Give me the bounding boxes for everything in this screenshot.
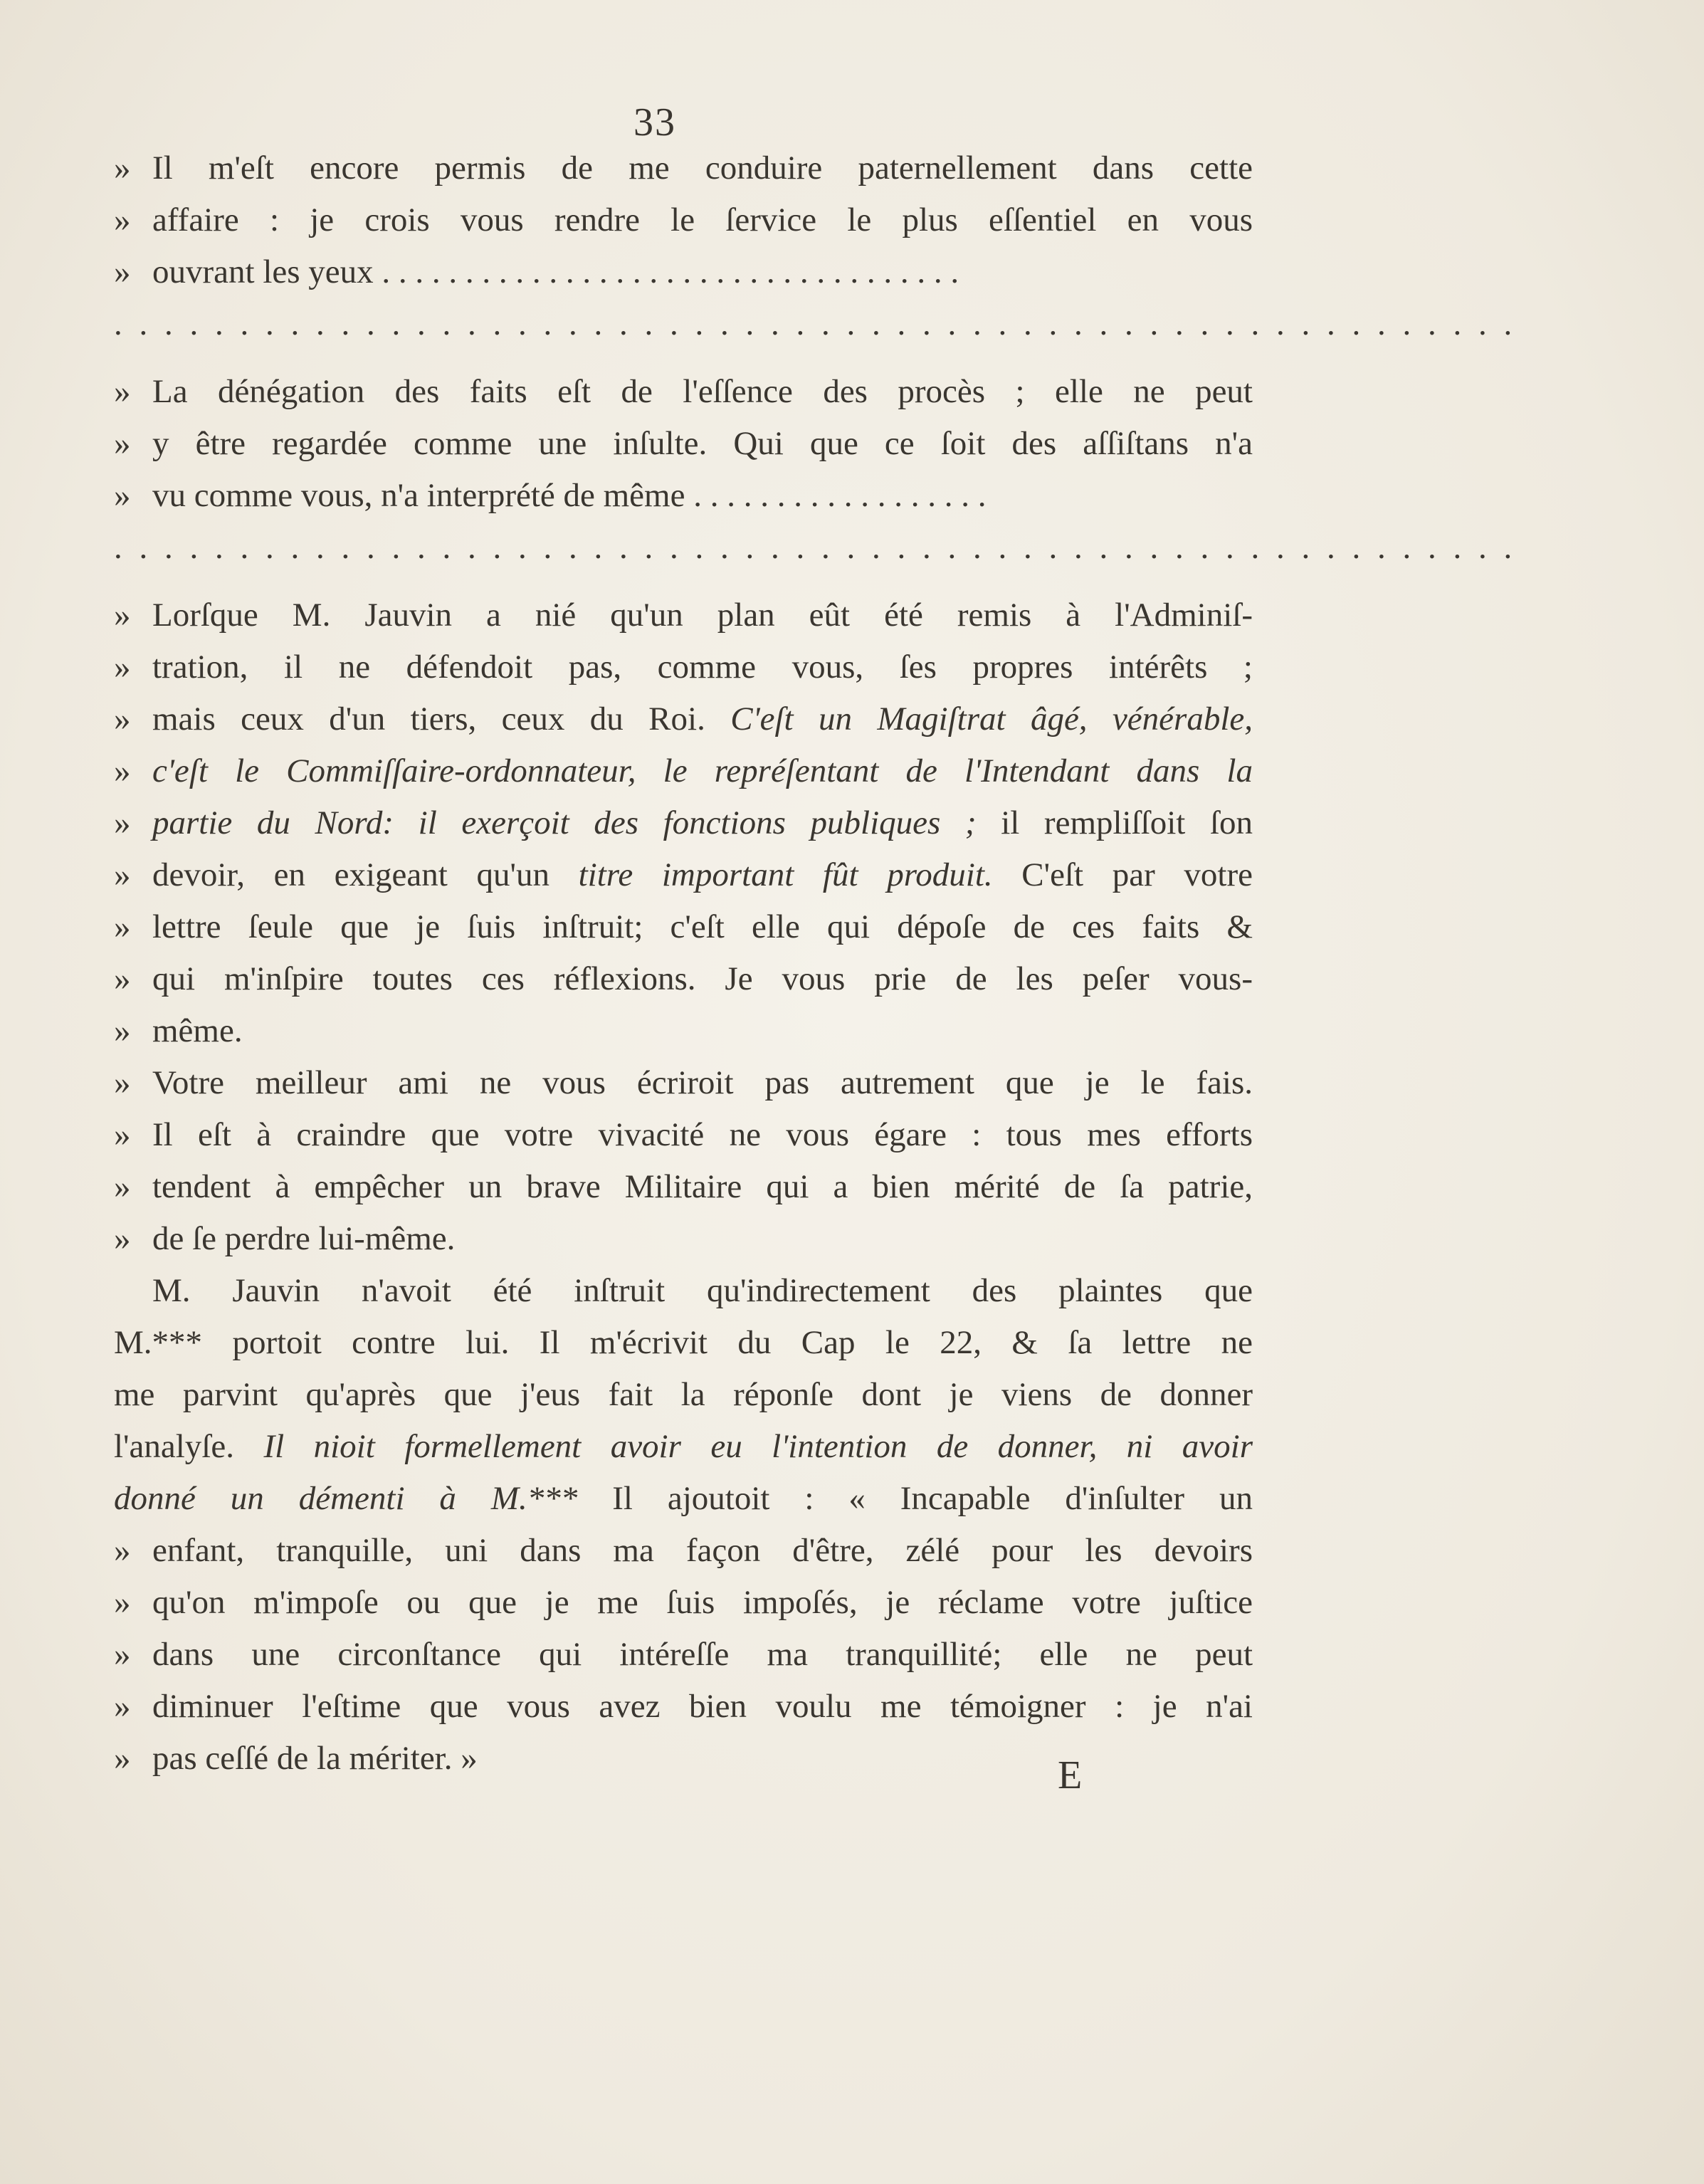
text-line: » Il m'eſt encore permis de me conduire paternellement dans cette xyxy=(114,149,1253,187)
text-line: » qu'on m'impoſe ou que je me ſuis impoſés, je réclame votre juſtice xyxy=(114,1584,1253,1621)
text-line: » y être regardée comme une inſulte. Qui que ce ſoit des aſſiſtans n'a xyxy=(114,425,1253,462)
text-line: » diminuer l'eſtime que vous avez bien voulu me témoigner : je n'ai xyxy=(114,1688,1253,1725)
text-line: » lettre ſeule que je ſuis inſtruit; c'eſt elle qui dépoſe de ces faits & xyxy=(114,908,1253,945)
text-line: » partie du Nord: il exerçoit des fonctions publiques ; il rempliſſoit ſon xyxy=(114,804,1253,841)
text-line: » c'eſt le Commiſſaire-ordonnateur, le repréſentant de l'Intendant dans la xyxy=(114,752,1253,789)
text-line: l'analyſe. Il nioit formellement avoir eu l'intention de donner, ni avoir xyxy=(114,1428,1253,1465)
ellipsis-line: . . . . . . . . . . . . . . . . . . . . . . . . . . . . . . . . . . . . . . . . . . . . . . . . . . . . . . . . xyxy=(114,305,1517,342)
text-line: » Lorſque M. Jauvin a nié qu'un plan eût été remis à l'Adminiſ- xyxy=(114,597,1253,634)
text-line: me parvint qu'après que j'eus fait la réponſe dont je viens de donner xyxy=(114,1376,1253,1413)
italic-text: C'eſt un Magiſtrat âgé, vénérable, xyxy=(730,700,1253,737)
text-line: donné un démenti à M.*** Il ajoutoit : « Incapable d'inſulter un xyxy=(114,1480,1253,1517)
text-line: » mais ceux d'un tiers, ceux du Roi. C'eſt un Magiſtrat âgé, vénérable, xyxy=(114,700,1253,737)
page-number: 33 xyxy=(633,100,676,145)
text-line: » vu comme vous, n'a interprété de même . . . . . . . . . . . . . . . . . . xyxy=(114,477,987,514)
text-line: » pas ceſſé de la mériter. » xyxy=(114,1740,478,1777)
text-line: » dans une circonſtance qui intéreſſe ma tranquillité; elle ne peut xyxy=(114,1636,1253,1673)
text-line: » Il eſt à craindre que votre vivacité ne vous égare : tous mes efforts xyxy=(114,1116,1253,1153)
text-line: » enfant, tranquille, uni dans ma façon d'être, zélé pour les devoirs xyxy=(114,1532,1253,1569)
text-line: » même. xyxy=(114,1012,243,1049)
text-line: » de ſe perdre lui-même. xyxy=(114,1220,456,1257)
text-line: M. Jauvin n'avoit été inſtruit qu'indirectement des plaintes que xyxy=(152,1272,1253,1309)
italic-text: c'eſt le Commiſſaire-ordonnateur, le repréſentant de l'Intendant dans la xyxy=(152,752,1253,789)
italic-text: partie du Nord: il exerçoit des fonctions publiques ; xyxy=(152,804,977,841)
text-line: » La dénégation des faits eſt de l'eſſence des procès ; elle ne peut xyxy=(114,373,1253,410)
text-line: » qui m'inſpire toutes ces réflexions. Je vous prie de les peſer vous- xyxy=(114,960,1253,997)
signature-mark: E xyxy=(1058,1753,1083,1797)
text-line: » affaire : je crois vous rendre le ſervice le plus eſſentiel en vous xyxy=(114,201,1253,238)
italic-text: titre important fût produit. xyxy=(578,856,993,893)
text-line: » tration, il ne défendoit pas, comme vous, ſes propres intérêts ; xyxy=(114,649,1253,686)
page-body xyxy=(114,142,1517,1785)
text-line: M.*** portoit contre lui. Il m'écrivit du Cap le 22, & ſa lettre ne xyxy=(114,1324,1253,1361)
ellipsis-dots: . . . . . . . . . . . . . . . . . . xyxy=(685,477,987,514)
text-line: » ouvrant les yeux . . . . . . . . . . . . . . . . . . . . . . . . . . . . . . . . . . . xyxy=(114,253,959,290)
text-line: » tendent à empêcher un brave Militaire qui a bien mérité de ſa patrie, xyxy=(114,1168,1253,1205)
italic-text: donné un démenti à M.*** xyxy=(114,1480,578,1517)
ellipsis-dots: . . . . . . . . . . . . . . . . . . . . . . . . . . . . . . . . . . . xyxy=(373,253,959,290)
text-line: » devoir, en exigeant qu'un titre important fût produit. C'eſt par votre xyxy=(114,856,1253,893)
text-line: » Votre meilleur ami ne vous écriroit pas autrement que je le fais. xyxy=(114,1064,1253,1101)
italic-text: Il nioit formellement avoir eu l'intention de donner, ni avoir xyxy=(263,1428,1253,1465)
ellipsis-line: . . . . . . . . . . . . . . . . . . . . . . . . . . . . . . . . . . . . . . . . . . . . . . . . . . . . . . . . xyxy=(114,529,1517,566)
